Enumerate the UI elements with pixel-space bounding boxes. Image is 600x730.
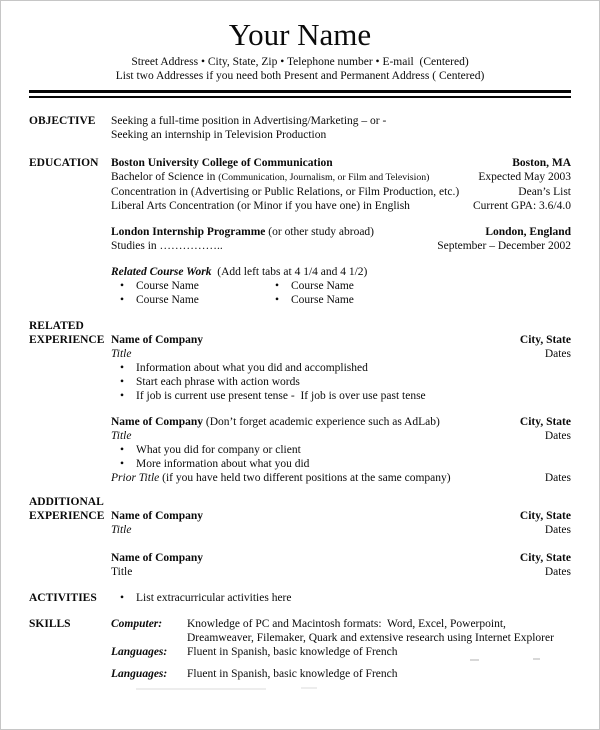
skill-category: Languages: [111,646,168,658]
bullet-icon: • [120,362,125,374]
abroad-studies: Studies in …………….. [111,240,223,252]
bullet-icon: • [120,280,125,292]
job-bullet: • Start each phrase with action words [111,375,571,389]
header-double-rule [29,90,571,98]
job-title: Title [111,348,132,360]
gpa: Current GPA: 3.6/4.0 [473,200,571,212]
job-bullet: • What you did for company or client [111,443,571,457]
company-location: City, State [519,510,571,522]
section-additional-experience [29,495,571,579]
job-title: Title [111,430,132,442]
company-name: Name of Company [111,334,203,346]
prior-title-line [111,471,539,485]
abroad-note: (or other study abroad) [265,226,374,238]
skill-row [111,645,571,659]
scan-artifact-ghost [301,687,317,689]
liberal-arts-line: Liberal Arts Concentration (or Minor if you have one) in English [111,200,410,212]
bullet-icon: • [120,458,125,470]
resume-name: Your Name [228,17,372,52]
company-location: City, State [519,416,571,428]
job-bullet: • If job is current use present tense - If job is over use past tense [111,389,571,403]
bullet-icon: • [275,280,280,292]
job-title: Title [111,566,133,578]
section-related-experience [29,319,571,485]
prior-title: Prior Title [111,472,160,484]
bullet-icon: • [275,294,280,306]
company-line [111,415,514,429]
education-label: EDUCATION [29,157,99,169]
related-coursework [111,265,571,307]
job-block [111,551,571,579]
coursework-heading [111,265,571,279]
deans-list: Dean’s List [518,186,571,198]
course-item [266,293,354,307]
bullet-icon: • [120,376,125,388]
course-name: Course Name [291,294,354,306]
skills-label: SKILLS [29,618,71,630]
additional-experience-label: ADDITIONAL EXPERIENCE [29,496,105,522]
course-item [111,279,266,293]
section-activities [29,591,571,605]
degree-line: Bachelor of Science in (Communication, Journalism, or Film and Television) [111,171,430,183]
job-dates: Dates [544,348,571,360]
coursework-title: Related Course Work [111,266,212,278]
skill-row [111,617,571,645]
concentration-line: Concentration in (Advertising or Public Relations, or Film Production, etc.) [111,186,460,198]
coursework-note: (Add left tabs at 4 1/4 and 4 1/2) [211,266,368,278]
job-block [111,415,571,485]
activity-item: • List extracurricular activities here [111,591,571,605]
prior-title-dates: Dates [544,472,571,484]
company-note: (Don’t forget academic experience such as AdLab) [203,416,440,428]
bullet-icon: • [120,390,125,402]
company-name: Name of Company [111,416,203,428]
related-experience-label: RELATED EXPERIENCE [29,320,105,346]
objective-line: Seeking a full-time position in Advertising/Marketing – or - [111,115,387,127]
company-location: City, State [519,334,571,346]
section-objective [29,114,571,142]
course-item [111,293,266,307]
abroad-program: London Internship Programme [111,226,266,238]
scan-artifact-dash [533,658,540,660]
bullet-icon: • [120,294,125,306]
section-skills [29,617,571,681]
course-item [266,279,354,293]
section-education [29,156,571,307]
address-line-2: List two Addresses if you need both Present and Permanent Address ( Centered) [115,70,485,82]
school-location: Boston, MA [512,157,571,169]
degree-paren: (Communication, Journalism, or Film and Television) [218,172,430,183]
scan-artifact-dash [470,659,479,661]
abroad-dates: September – December 2002 [437,240,571,252]
company-name: Name of Company [111,510,203,522]
abroad-location: London, England [485,226,571,238]
job-title: Title [111,524,132,536]
job-block [111,509,571,537]
job-dates: Dates [544,524,571,536]
skill-category: Languages: [111,668,168,680]
address-line-1: Street Address • City, State, Zip • Telephone number • E-mail (Centered) [131,56,469,68]
bullet-icon: • [120,444,125,456]
course-name: Course Name [136,294,199,306]
company-location: City, State [519,552,571,564]
job-dates: Dates [544,566,571,578]
scan-artifact-ghost [136,688,266,690]
course-name: Course Name [136,280,199,292]
job-dates: Dates [544,430,571,442]
abroad-line [111,225,479,239]
activities-label: ACTIVITIES [29,592,97,604]
skill-text: Fluent in Spanish, basic knowledge of French [187,646,398,658]
school-name: Boston University College of Communication [111,157,333,169]
skill-text: Knowledge of PC and Macintosh formats: Word, Excel, Powerpoint, Dreamweaver, Filemaker, Quark and extensive research using Internet Explorer [187,618,554,644]
job-block [111,333,571,403]
job-bullet: • Information about what you did and accomplished [111,361,571,375]
skill-row [111,667,571,681]
skill-category: Computer: [111,618,163,630]
graduation-date: Expected May 2003 [478,171,571,183]
job-bullet: • More information about what you did [111,457,571,471]
course-name: Course Name [291,280,354,292]
bullet-icon: • [120,592,125,604]
objective-label: OBJECTIVE [29,115,96,127]
skill-text: Fluent in Spanish, basic knowledge of French [187,668,398,680]
objective-line: Seeking an internship in Television Production [111,129,327,141]
prior-title-note: (if you have held two different positions at the same company) [159,472,451,484]
company-name: Name of Company [111,552,203,564]
